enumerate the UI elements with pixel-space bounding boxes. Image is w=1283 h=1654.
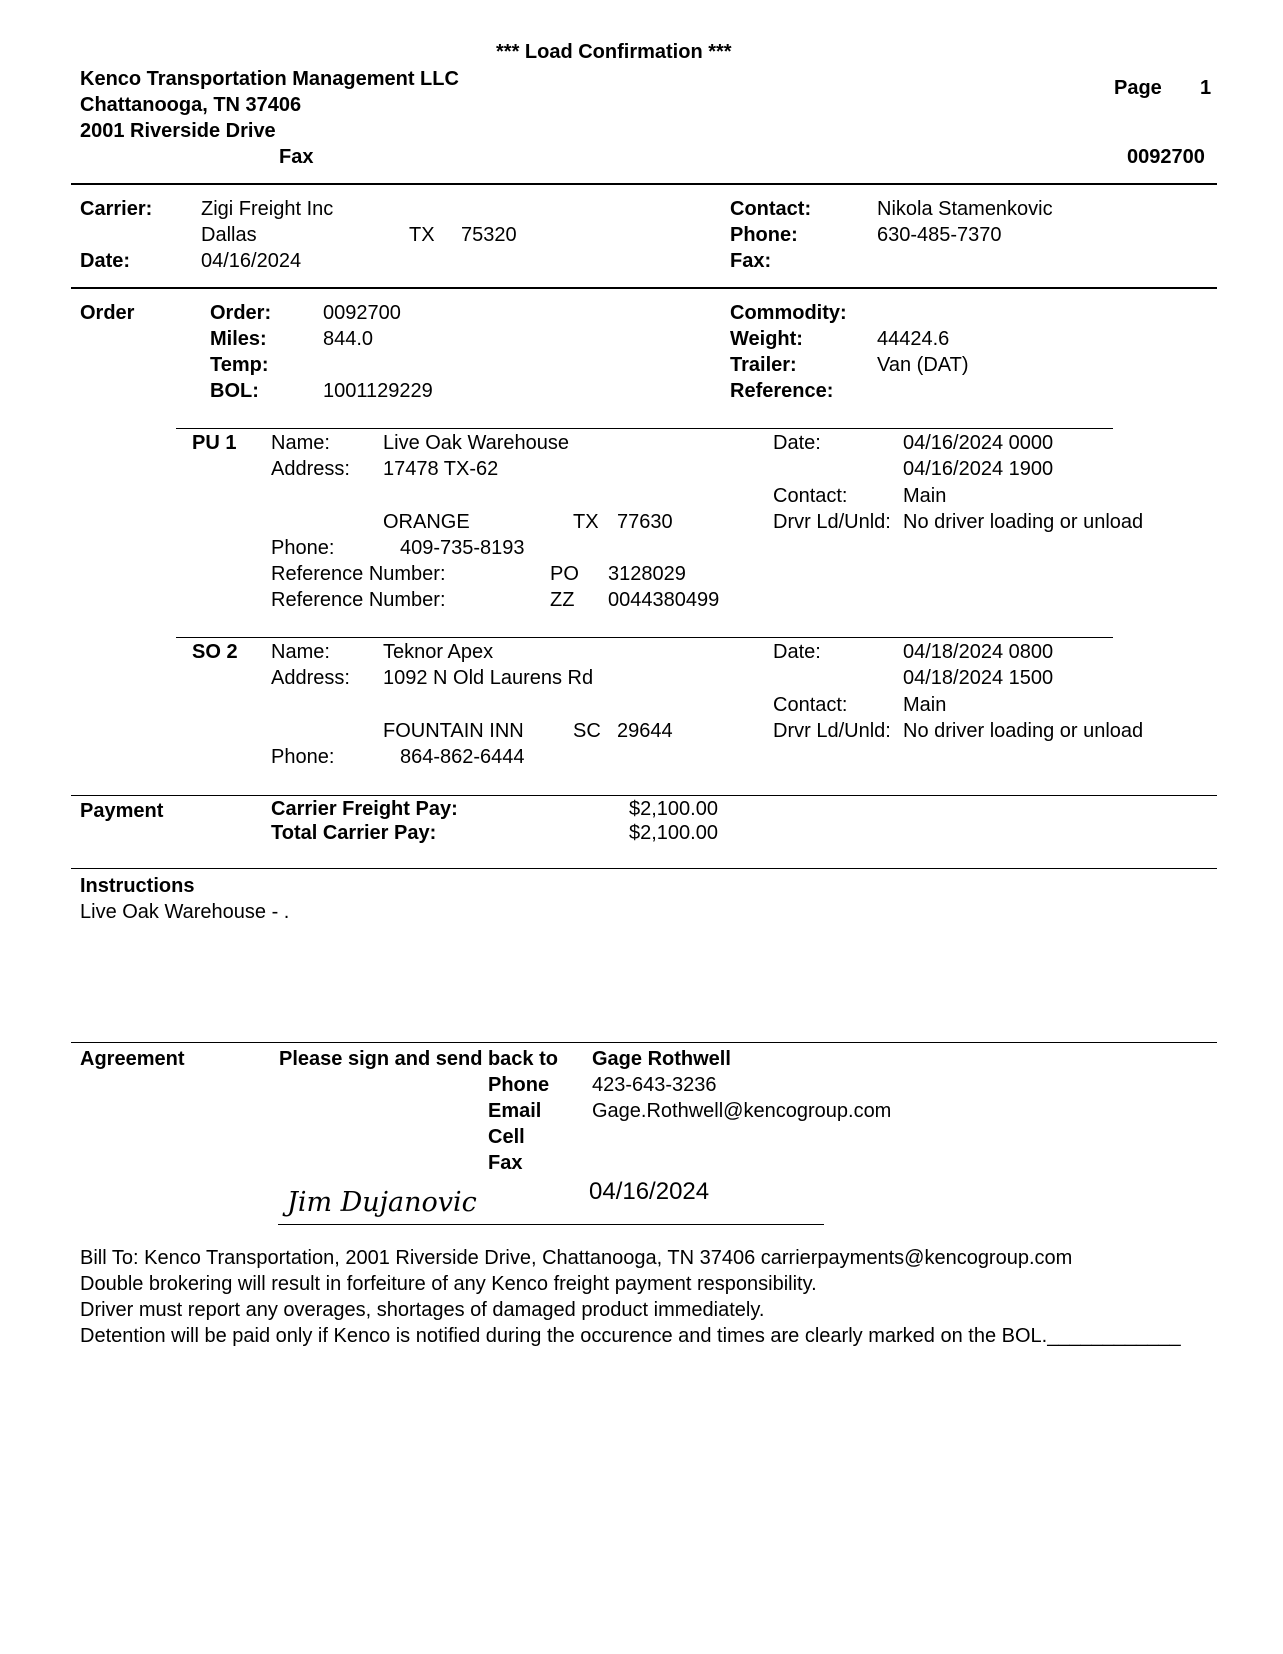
carrier-signature: Jim Dujanovic xyxy=(287,1187,477,1218)
page-label: Page xyxy=(1114,77,1162,99)
carrier-label: Carrier: xyxy=(80,198,153,220)
agreement-divider xyxy=(71,1042,1217,1043)
stop-2-driver-label: Drvr Ld/Unld: xyxy=(773,720,891,742)
carrier-contact: Nikola Stamenkovic xyxy=(877,198,1053,220)
reference-label: Reference: xyxy=(730,380,834,402)
detention-notice: Detention will be paid only if Kenco is notified during the occurence and times are clearly marked on the BOL.____________ xyxy=(80,1325,1181,1347)
stop-1-contact: Main xyxy=(903,485,947,507)
stop-2-divider xyxy=(176,637,1113,638)
instructions-text: Live Oak Warehouse - . xyxy=(80,901,290,923)
trailer-value: Van (DAT) xyxy=(877,354,969,376)
total-pay-value: $2,100.00 xyxy=(629,822,718,844)
total-pay-label: Total Carrier Pay: xyxy=(271,822,437,844)
temp-label: Temp: xyxy=(210,354,269,376)
miles-label: Miles: xyxy=(210,328,267,350)
signed-date: 04/16/2024 xyxy=(589,1178,710,1205)
driver-notice: Driver must report any overages, shortages of damaged product immediately. xyxy=(80,1299,765,1321)
stop-1-address-label: Address: xyxy=(271,458,350,480)
stop-2-contact: Main xyxy=(903,694,947,716)
stop-1-date-label: Date: xyxy=(773,432,821,454)
stop-2-name: Teknor Apex xyxy=(383,641,494,663)
stop-1-zip: 77630 xyxy=(617,511,673,533)
freight-pay-value: $2,100.00 xyxy=(629,798,718,820)
instructions-label: Instructions xyxy=(80,875,195,897)
stop-1-contact-label: Contact: xyxy=(773,485,848,507)
agreement-email: Gage.Rothwell@kencogroup.com xyxy=(592,1100,892,1122)
stop-2-date-2: 04/18/2024 1500 xyxy=(903,667,1054,689)
agreement-label: Agreement xyxy=(80,1048,185,1070)
order-number: 0092700 xyxy=(323,302,401,324)
stop-2-name-label: Name: xyxy=(271,641,330,663)
stop-2-date-label: Date: xyxy=(773,641,821,663)
stop-2-code: SO 2 xyxy=(192,641,238,663)
stop-1-driver: No driver loading or unload xyxy=(903,511,1144,533)
agreement-email-label: Email xyxy=(488,1100,542,1122)
stop-1-driver-label: Drvr Ld/Unld: xyxy=(773,511,891,533)
trailer-label: Trailer: xyxy=(730,354,797,376)
stop-1-name-label: Name: xyxy=(271,432,330,454)
weight-label: Weight: xyxy=(730,328,803,350)
company-name: Kenco Transportation Management LLC xyxy=(80,68,459,90)
stop-1-state: TX xyxy=(573,511,599,533)
stop-1-phone-label: Phone: xyxy=(271,537,335,559)
instructions-divider xyxy=(71,868,1217,869)
date-label: Date: xyxy=(80,250,131,272)
page-number: 1 xyxy=(1200,77,1212,99)
stop-1-date-2: 04/16/2024 1900 xyxy=(903,458,1054,480)
order-section-label: Order xyxy=(80,302,135,324)
carrier-city: Dallas xyxy=(201,224,257,246)
stop-1-ref-2-type: ZZ xyxy=(550,589,575,611)
brokering-notice: Double brokering will result in forfeiture of any Kenco freight payment responsibility. xyxy=(80,1273,817,1295)
stop-2-state: SC xyxy=(573,720,601,742)
stop-2-contact-label: Contact: xyxy=(773,694,848,716)
confirmation-date: 04/16/2024 xyxy=(201,250,302,272)
agreement-phone-label: Phone xyxy=(488,1074,550,1096)
stop-1-city: ORANGE xyxy=(383,511,470,533)
payment-divider xyxy=(71,795,1217,796)
agreement-cell-label: Cell xyxy=(488,1126,525,1148)
document-title: *** Load Confirmation *** xyxy=(496,41,732,63)
bol-value: 1001129229 xyxy=(323,380,433,402)
stop-2-phone: 864-862-6444 xyxy=(400,746,525,768)
fax-label: Fax: xyxy=(730,250,772,272)
stop-1-ref-1-label: Reference Number: xyxy=(271,563,446,585)
stop-2-zip: 29644 xyxy=(617,720,673,742)
carrier-zip: 75320 xyxy=(461,224,517,246)
carrier-divider xyxy=(71,287,1217,289)
agreement-fax-label: Fax xyxy=(488,1152,523,1174)
stop-2-date-1: 04/18/2024 0800 xyxy=(903,641,1054,663)
company-fax-label: Fax xyxy=(279,146,314,168)
agreement-phone: 423-643-3236 xyxy=(592,1074,717,1096)
document-number: 0092700 xyxy=(1127,146,1205,168)
company-city: Chattanooga, TN 37406 xyxy=(80,94,302,116)
sign-instruction: Please sign and send back to xyxy=(279,1048,558,1070)
stop-2-address-label: Address: xyxy=(271,667,350,689)
stop-1-date-1: 04/16/2024 0000 xyxy=(903,432,1054,454)
bol-label: BOL: xyxy=(210,380,259,402)
carrier-name: Zigi Freight Inc xyxy=(201,198,334,220)
carrier-phone: 630-485-7370 xyxy=(877,224,1002,246)
stop-1-code: PU 1 xyxy=(192,432,237,454)
signature-line xyxy=(278,1224,824,1225)
commodity-label: Commodity: xyxy=(730,302,847,324)
stop-1-phone: 409-735-8193 xyxy=(400,537,525,559)
stop-1-ref-1-type: PO xyxy=(550,563,579,585)
stop-1-ref-2-label: Reference Number: xyxy=(271,589,446,611)
stop-1-divider xyxy=(176,428,1113,429)
weight-value: 44424.6 xyxy=(877,328,950,350)
stop-2-address: 1092 N Old Laurens Rd xyxy=(383,667,594,689)
stop-1-name: Live Oak Warehouse xyxy=(383,432,570,454)
phone-label: Phone: xyxy=(730,224,798,246)
company-address: 2001 Riverside Drive xyxy=(80,120,276,142)
bill-to-line: Bill To: Kenco Transportation, 2001 Riverside Drive, Chattanooga, TN 37406 carrierpayments@kencogroup.com xyxy=(80,1247,1073,1269)
miles-value: 844.0 xyxy=(323,328,374,350)
stop-1-address: 17478 TX-62 xyxy=(383,458,499,480)
payment-section-label: Payment xyxy=(80,800,164,822)
freight-pay-label: Carrier Freight Pay: xyxy=(271,798,458,820)
carrier-state: TX xyxy=(409,224,435,246)
stop-1-ref-1-value: 3128029 xyxy=(608,563,686,585)
agreement-contact-name: Gage Rothwell xyxy=(592,1048,731,1070)
stop-2-driver: No driver loading or unload xyxy=(903,720,1144,742)
stop-2-phone-label: Phone: xyxy=(271,746,335,768)
order-number-label: Order: xyxy=(210,302,272,324)
header-divider xyxy=(71,183,1217,185)
contact-label: Contact: xyxy=(730,198,812,220)
stop-1-ref-2-value: 0044380499 xyxy=(608,589,720,611)
stop-2-city: FOUNTAIN INN xyxy=(383,720,524,742)
